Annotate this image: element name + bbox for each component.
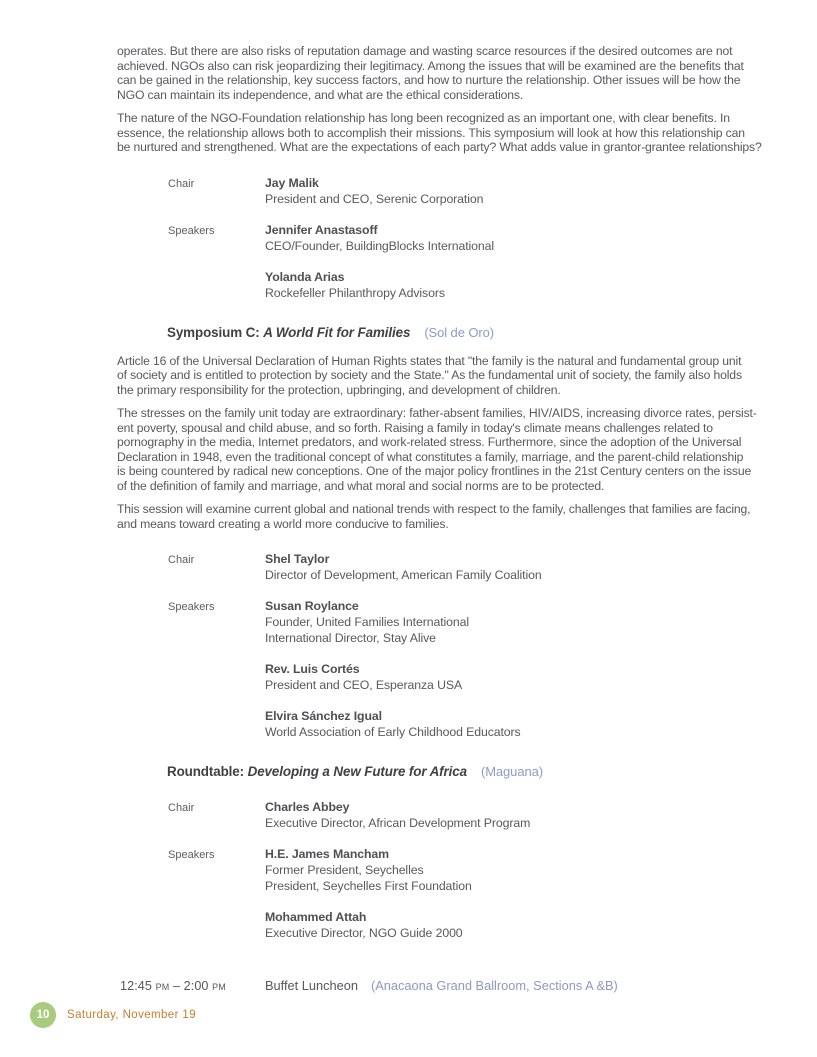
person-title: Former President, Seychelles — [265, 863, 424, 877]
symposium-c-paragraph-3: This session will examine current global and national trends with respect to the family, challenges that families are facing, and means toward creating a world more conducive to families. — [117, 502, 751, 531]
heading-prefix: Symposium C: — [167, 324, 260, 340]
symposium-c-people — [168, 551, 787, 740]
symposium-c-heading — [167, 325, 787, 340]
heading-title: Developing a New Future for Africa — [247, 764, 467, 779]
speaker-person — [265, 846, 787, 894]
speaker-person — [265, 222, 787, 254]
heading-prefix: Roundtable: — [167, 764, 245, 779]
person-name: Susan Roylance — [265, 599, 359, 613]
symposium-c-paragraph-2: The stresses on the family unit today are extraordinary: father-absent families, HIV/AIDS, increasing divorce rates, persist- ent poverty, spousal and child abuse, and so forth. Raising a family in today's climate means challenges related to pornography in the media, Internet predators, and work-related stress. Furthermore, since the adoption of the Universal Declaration in 1948, even the traditional concept of what constitutes a family, marriage, and the parent-child relationship is being countered by radical new conceptions. One of the major policy frontlines in the 21st Century centers on the issue of the definition of family and marriage, and what moral and social norms are to be protected. — [117, 406, 757, 493]
person-title: Executive Director, NGO Guide 2000 — [265, 926, 463, 940]
luncheon-details — [265, 977, 787, 995]
speaker-person — [265, 661, 787, 693]
chair-label: Chair — [168, 802, 195, 814]
person-title: CEO/Founder, BuildingBlocks International — [265, 238, 494, 253]
person-name: Jay Malik — [265, 175, 319, 190]
chair-person — [265, 799, 787, 831]
symposium-b-people — [168, 175, 787, 301]
luncheon-event: Buffet Luncheon — [265, 978, 358, 993]
luncheon-time: 12:45 pm – 2:00 pm — [120, 979, 226, 993]
speakers-list — [265, 846, 787, 941]
person-title: President, Seychelles First Foundation — [265, 879, 472, 893]
person-title: International Director, Stay Alive — [265, 631, 436, 645]
person-name: Shel Taylor — [265, 552, 330, 566]
chair-person — [265, 175, 787, 207]
person-title: President and CEO, Esperanza USA — [265, 678, 463, 692]
intro-paragraph-1: operates. But there are also risks of reputation damage and wasting scarce resources if the desired outcomes are not achieved. NGOs also can risk jeopardizing their legitimacy. Among the issues that will be examined are the benefits that can be gained in the relationship, key success factors, and how to nurture the relationship. Other issues will be how the NGO can maintain its independence, and what are the ethical considerations. — [117, 44, 744, 102]
person-name: H.E. James Mancham — [265, 847, 389, 861]
person-title: Director of Development, American Family Coalition — [265, 568, 542, 582]
page-number: 10 — [36, 1009, 50, 1021]
heading-location: (Sol de Oro) — [424, 324, 494, 340]
heading-location: (Maguana) — [480, 764, 543, 779]
person-title: Rockefeller Philanthropy Advisors — [265, 285, 445, 300]
person-name: Jennifer Anastasoff — [265, 222, 378, 237]
speaker-person — [265, 708, 787, 740]
speakers-list — [265, 598, 787, 740]
person-title: World Association of Early Childhood Educators — [265, 725, 521, 739]
luncheon-row — [120, 977, 787, 995]
person-name: Rev. Luis Cortés — [265, 662, 360, 676]
speaker-person — [265, 909, 787, 941]
person-name: Charles Abbey — [265, 800, 350, 814]
footer-date: Saturday, November 19 — [67, 1009, 196, 1021]
intro-paragraph-2: The nature of the NGO-Foundation relationship has long been recognized as an important one, with clear benefits. In essence, the relationship allows both to accomplish their missions. This symposium will look at how this relationship can be nurtured and strengthened. What are the expectations of each party? What adds value in grantor-grantee relationships? — [117, 111, 762, 154]
speakers-label: Speakers — [168, 601, 215, 613]
page-footer — [0, 1001, 817, 1031]
page-number-badge — [30, 1002, 56, 1028]
luncheon-location: (Anacaona Grand Ballroom, Sections A &B) — [370, 978, 618, 993]
page-content — [117, 44, 787, 995]
speaker-person — [265, 598, 787, 646]
symposium-c-paragraph-1: Article 16 of the Universal Declaration of Human Rights states that "the family is the natural and fundamental group unit of society and is entitled to protection by society and the State." As the fundamental unit of society, the family also holds the primary responsibility for the protection, upbringing, and development of children. — [117, 353, 742, 397]
chair-label: Chair — [168, 177, 195, 190]
speakers-list — [265, 222, 787, 301]
person-title: Executive Director, African Development Program — [265, 816, 531, 830]
person-name: Yolanda Arias — [265, 269, 345, 284]
speakers-label: Speakers — [168, 849, 215, 861]
person-title: Founder, United Families International — [265, 615, 469, 629]
heading-title: A World Fit for Families — [263, 324, 411, 340]
roundtable-people — [168, 799, 787, 941]
person-name: Mohammed Attah — [265, 910, 367, 924]
chair-label: Chair — [168, 554, 195, 566]
roundtable-heading — [167, 764, 787, 779]
chair-person — [265, 551, 787, 583]
speakers-label: Speakers — [168, 224, 215, 237]
person-title: President and CEO, Serenic Corporation — [265, 191, 484, 206]
speaker-person — [265, 269, 787, 301]
person-name: Elvira Sánchez Igual — [265, 709, 382, 723]
